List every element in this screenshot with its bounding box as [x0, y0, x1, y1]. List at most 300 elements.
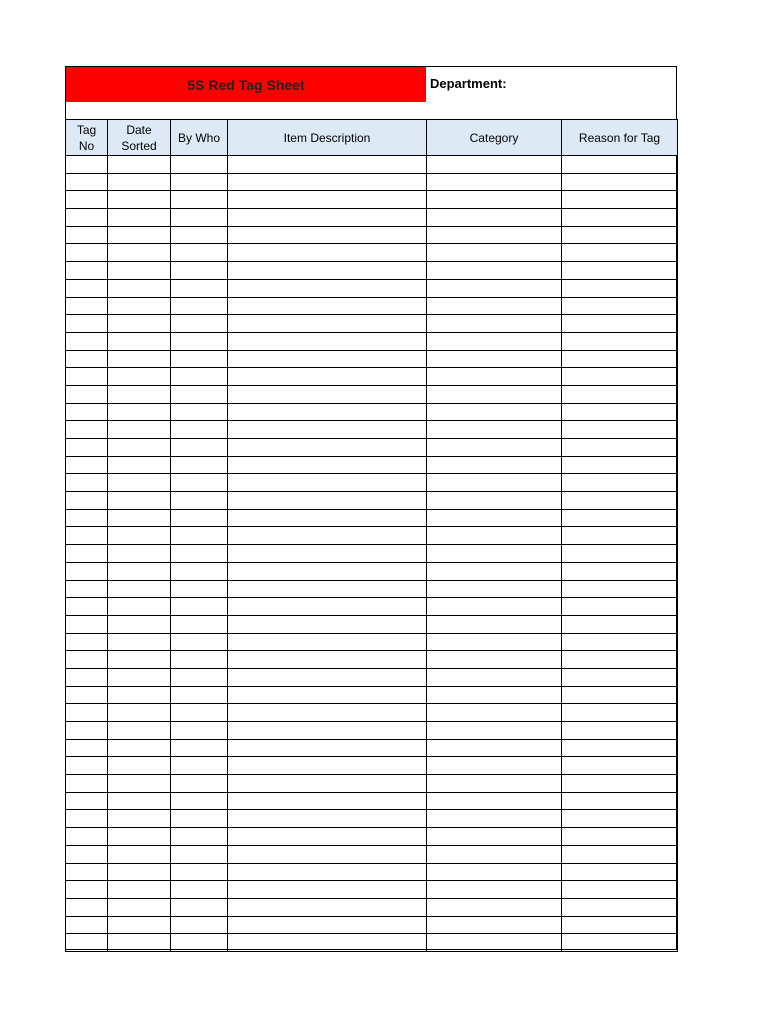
- cell-item-description[interactable]: [228, 350, 427, 368]
- cell-item-description[interactable]: [228, 898, 427, 916]
- cell-reason-for-tag[interactable]: [562, 332, 678, 350]
- cell-item-description[interactable]: [228, 385, 427, 403]
- cell-by-who[interactable]: [171, 403, 228, 421]
- cell-by-who[interactable]: [171, 315, 228, 333]
- cell-category[interactable]: [427, 191, 562, 209]
- cell-item-description[interactable]: [228, 810, 427, 828]
- cell-by-who[interactable]: [171, 881, 228, 899]
- cell-date-sorted[interactable]: [108, 492, 171, 510]
- cell-item-description[interactable]: [228, 262, 427, 280]
- cell-item-description[interactable]: [228, 668, 427, 686]
- header-date-sorted: Date Sorted: [108, 120, 171, 156]
- cell-date-sorted[interactable]: [108, 898, 171, 916]
- cell-date-sorted[interactable]: [108, 562, 171, 580]
- cell-reason-for-tag[interactable]: [562, 279, 678, 297]
- cell-item-description[interactable]: [228, 474, 427, 492]
- cell-date-sorted[interactable]: [108, 173, 171, 191]
- cell-by-who[interactable]: [171, 279, 228, 297]
- cell-reason-for-tag[interactable]: [562, 297, 678, 315]
- cell-reason-for-tag[interactable]: [562, 881, 678, 899]
- cell-reason-for-tag[interactable]: [562, 704, 678, 722]
- cell-item-description[interactable]: [228, 704, 427, 722]
- cell-tag-no[interactable]: [66, 845, 108, 863]
- cell-date-sorted[interactable]: [108, 421, 171, 439]
- red-tag-sheet: [65, 66, 677, 950]
- cell-category[interactable]: [427, 580, 562, 598]
- cell-date-sorted[interactable]: [108, 226, 171, 244]
- cell-reason-for-tag[interactable]: [562, 792, 678, 810]
- cell-by-who[interactable]: [171, 863, 228, 881]
- cell-category[interactable]: [427, 934, 562, 952]
- table-row: [66, 350, 678, 368]
- cell-tag-no[interactable]: [66, 226, 108, 244]
- cell-category[interactable]: [427, 439, 562, 457]
- cell-item-description[interactable]: [228, 297, 427, 315]
- cell-tag-no[interactable]: [66, 580, 108, 598]
- cell-by-who[interactable]: [171, 509, 228, 527]
- cell-category[interactable]: [427, 651, 562, 669]
- cell-reason-for-tag[interactable]: [562, 421, 678, 439]
- cell-by-who[interactable]: [171, 545, 228, 563]
- cell-item-description[interactable]: [228, 633, 427, 651]
- cell-date-sorted[interactable]: [108, 828, 171, 846]
- cell-category[interactable]: [427, 916, 562, 934]
- cell-by-who[interactable]: [171, 615, 228, 633]
- cell-reason-for-tag[interactable]: [562, 315, 678, 333]
- cell-category[interactable]: [427, 863, 562, 881]
- cell-item-description[interactable]: [228, 156, 427, 174]
- cell-date-sorted[interactable]: [108, 279, 171, 297]
- cell-category[interactable]: [427, 173, 562, 191]
- cell-by-who[interactable]: [171, 368, 228, 386]
- cell-item-description[interactable]: [228, 527, 427, 545]
- cell-category[interactable]: [427, 686, 562, 704]
- cell-date-sorted[interactable]: [108, 704, 171, 722]
- table-row: [66, 439, 678, 457]
- cell-item-description[interactable]: [228, 739, 427, 757]
- cell-tag-no[interactable]: [66, 492, 108, 510]
- cell-date-sorted[interactable]: [108, 368, 171, 386]
- cell-item-description[interactable]: [228, 209, 427, 227]
- cell-category[interactable]: [427, 739, 562, 757]
- cell-reason-for-tag[interactable]: [562, 156, 678, 174]
- cell-date-sorted[interactable]: [108, 439, 171, 457]
- cell-category[interactable]: [427, 562, 562, 580]
- table-row: [66, 262, 678, 280]
- table-row: [66, 651, 678, 669]
- cell-date-sorted[interactable]: [108, 934, 171, 952]
- cell-category[interactable]: [427, 509, 562, 527]
- cell-category[interactable]: [427, 385, 562, 403]
- table-body: [66, 156, 678, 952]
- cell-tag-no[interactable]: [66, 332, 108, 350]
- cell-tag-no[interactable]: [66, 474, 108, 492]
- cell-tag-no[interactable]: [66, 863, 108, 881]
- cell-date-sorted[interactable]: [108, 262, 171, 280]
- table-row: [66, 527, 678, 545]
- cell-date-sorted[interactable]: [108, 633, 171, 651]
- cell-reason-for-tag[interactable]: [562, 580, 678, 598]
- cell-date-sorted[interactable]: [108, 881, 171, 899]
- cell-by-who[interactable]: [171, 775, 228, 793]
- cell-tag-no[interactable]: [66, 881, 108, 899]
- cell-date-sorted[interactable]: [108, 845, 171, 863]
- cell-reason-for-tag[interactable]: [562, 722, 678, 740]
- cell-item-description[interactable]: [228, 615, 427, 633]
- cell-category[interactable]: [427, 421, 562, 439]
- cell-date-sorted[interactable]: [108, 350, 171, 368]
- cell-by-who[interactable]: [171, 350, 228, 368]
- cell-tag-no[interactable]: [66, 173, 108, 191]
- cell-reason-for-tag[interactable]: [562, 810, 678, 828]
- cell-item-description[interactable]: [228, 279, 427, 297]
- cell-item-description[interactable]: [228, 722, 427, 740]
- cell-reason-for-tag[interactable]: [562, 439, 678, 457]
- cell-tag-no[interactable]: [66, 191, 108, 209]
- cell-reason-for-tag[interactable]: [562, 368, 678, 386]
- cell-item-description[interactable]: [228, 191, 427, 209]
- cell-category[interactable]: [427, 845, 562, 863]
- cell-date-sorted[interactable]: [108, 580, 171, 598]
- cell-by-who[interactable]: [171, 209, 228, 227]
- cell-item-description[interactable]: [228, 332, 427, 350]
- cell-tag-no[interactable]: [66, 156, 108, 174]
- table-row: [66, 739, 678, 757]
- cell-by-who[interactable]: [171, 456, 228, 474]
- cell-tag-no[interactable]: [66, 757, 108, 775]
- cell-by-who[interactable]: [171, 527, 228, 545]
- table-row: [66, 545, 678, 563]
- cell-tag-no[interactable]: [66, 704, 108, 722]
- cell-reason-for-tag[interactable]: [562, 598, 678, 616]
- cell-category[interactable]: [427, 456, 562, 474]
- cell-category[interactable]: [427, 262, 562, 280]
- cell-category[interactable]: [427, 633, 562, 651]
- cell-tag-no[interactable]: [66, 456, 108, 474]
- cell-category[interactable]: [427, 368, 562, 386]
- cell-date-sorted[interactable]: [108, 297, 171, 315]
- cell-reason-for-tag[interactable]: [562, 934, 678, 952]
- cell-tag-no[interactable]: [66, 562, 108, 580]
- table-row: [66, 792, 678, 810]
- cell-item-description[interactable]: [228, 916, 427, 934]
- cell-reason-for-tag[interactable]: [562, 845, 678, 863]
- cell-item-description[interactable]: [228, 881, 427, 899]
- cell-by-who[interactable]: [171, 156, 228, 174]
- cell-category[interactable]: [427, 668, 562, 686]
- sheet-title: 5S Red Tag Sheet: [66, 67, 426, 102]
- cell-by-who[interactable]: [171, 580, 228, 598]
- cell-item-description[interactable]: [228, 562, 427, 580]
- cell-item-description[interactable]: [228, 580, 427, 598]
- cell-item-description[interactable]: [228, 509, 427, 527]
- cell-by-who[interactable]: [171, 810, 228, 828]
- cell-date-sorted[interactable]: [108, 757, 171, 775]
- cell-tag-no[interactable]: [66, 279, 108, 297]
- cell-reason-for-tag[interactable]: [562, 633, 678, 651]
- cell-reason-for-tag[interactable]: [562, 739, 678, 757]
- cell-reason-for-tag[interactable]: [562, 916, 678, 934]
- cell-date-sorted[interactable]: [108, 739, 171, 757]
- cell-date-sorted[interactable]: [108, 385, 171, 403]
- cell-item-description[interactable]: [228, 651, 427, 669]
- cell-category[interactable]: [427, 209, 562, 227]
- cell-item-description[interactable]: [228, 934, 427, 952]
- cell-item-description[interactable]: [228, 173, 427, 191]
- cell-reason-for-tag[interactable]: [562, 615, 678, 633]
- cell-category[interactable]: [427, 156, 562, 174]
- cell-by-who[interactable]: [171, 492, 228, 510]
- cell-by-who[interactable]: [171, 633, 228, 651]
- cell-reason-for-tag[interactable]: [562, 226, 678, 244]
- cell-date-sorted[interactable]: [108, 668, 171, 686]
- cell-reason-for-tag[interactable]: [562, 545, 678, 563]
- cell-tag-no[interactable]: [66, 934, 108, 952]
- table-row: [66, 881, 678, 899]
- cell-category[interactable]: [427, 881, 562, 899]
- cell-category[interactable]: [427, 828, 562, 846]
- cell-date-sorted[interactable]: [108, 209, 171, 227]
- cell-tag-no[interactable]: [66, 792, 108, 810]
- cell-category[interactable]: [427, 545, 562, 563]
- cell-date-sorted[interactable]: [108, 403, 171, 421]
- cell-reason-for-tag[interactable]: [562, 527, 678, 545]
- cell-item-description[interactable]: [228, 421, 427, 439]
- cell-category[interactable]: [427, 810, 562, 828]
- cell-item-description[interactable]: [228, 439, 427, 457]
- cell-by-who[interactable]: [171, 757, 228, 775]
- cell-category[interactable]: [427, 315, 562, 333]
- cell-by-who[interactable]: [171, 191, 228, 209]
- cell-reason-for-tag[interactable]: [562, 209, 678, 227]
- cell-category[interactable]: [427, 332, 562, 350]
- cell-tag-no[interactable]: [66, 244, 108, 262]
- cell-item-description[interactable]: [228, 828, 427, 846]
- table-row: [66, 916, 678, 934]
- table-row: [66, 279, 678, 297]
- cell-reason-for-tag[interactable]: [562, 686, 678, 704]
- cell-by-who[interactable]: [171, 173, 228, 191]
- cell-tag-no[interactable]: [66, 545, 108, 563]
- cell-tag-no[interactable]: [66, 297, 108, 315]
- cell-tag-no[interactable]: [66, 810, 108, 828]
- cell-tag-no[interactable]: [66, 775, 108, 793]
- cell-item-description[interactable]: [228, 456, 427, 474]
- cell-reason-for-tag[interactable]: [562, 509, 678, 527]
- cell-tag-no[interactable]: [66, 668, 108, 686]
- cell-category[interactable]: [427, 722, 562, 740]
- cell-category[interactable]: [427, 226, 562, 244]
- cell-by-who[interactable]: [171, 898, 228, 916]
- cell-date-sorted[interactable]: [108, 527, 171, 545]
- cell-by-who[interactable]: [171, 332, 228, 350]
- cell-by-who[interactable]: [171, 828, 228, 846]
- cell-reason-for-tag[interactable]: [562, 350, 678, 368]
- table-row: [66, 421, 678, 439]
- cell-tag-no[interactable]: [66, 368, 108, 386]
- cell-tag-no[interactable]: [66, 615, 108, 633]
- cell-by-who[interactable]: [171, 439, 228, 457]
- cell-reason-for-tag[interactable]: [562, 191, 678, 209]
- cell-by-who[interactable]: [171, 722, 228, 740]
- cell-tag-no[interactable]: [66, 439, 108, 457]
- cell-item-description[interactable]: [228, 545, 427, 563]
- cell-category[interactable]: [427, 598, 562, 616]
- cell-tag-no[interactable]: [66, 633, 108, 651]
- cell-item-description[interactable]: [228, 226, 427, 244]
- table-row: [66, 191, 678, 209]
- cell-tag-no[interactable]: [66, 403, 108, 421]
- cell-item-description[interactable]: [228, 775, 427, 793]
- cell-item-description[interactable]: [228, 845, 427, 863]
- cell-date-sorted[interactable]: [108, 792, 171, 810]
- header-row: [66, 120, 678, 156]
- cell-by-who[interactable]: [171, 262, 228, 280]
- cell-date-sorted[interactable]: [108, 686, 171, 704]
- cell-reason-for-tag[interactable]: [562, 244, 678, 262]
- cell-category[interactable]: [427, 297, 562, 315]
- cell-by-who[interactable]: [171, 916, 228, 934]
- cell-date-sorted[interactable]: [108, 474, 171, 492]
- cell-item-description[interactable]: [228, 244, 427, 262]
- cell-date-sorted[interactable]: [108, 332, 171, 350]
- cell-tag-no[interactable]: [66, 916, 108, 934]
- cell-tag-no[interactable]: [66, 527, 108, 545]
- cell-item-description[interactable]: [228, 315, 427, 333]
- cell-category[interactable]: [427, 898, 562, 916]
- cell-item-description[interactable]: [228, 368, 427, 386]
- cell-by-who[interactable]: [171, 934, 228, 952]
- table-row: [66, 456, 678, 474]
- cell-reason-for-tag[interactable]: [562, 828, 678, 846]
- cell-date-sorted[interactable]: [108, 615, 171, 633]
- cell-date-sorted[interactable]: [108, 456, 171, 474]
- cell-reason-for-tag[interactable]: [562, 492, 678, 510]
- table-row: [66, 810, 678, 828]
- table-row: [66, 775, 678, 793]
- cell-tag-no[interactable]: [66, 350, 108, 368]
- table-row: [66, 474, 678, 492]
- cell-item-description[interactable]: [228, 598, 427, 616]
- cell-by-who[interactable]: [171, 598, 228, 616]
- table-row: [66, 173, 678, 191]
- cell-item-description[interactable]: [228, 757, 427, 775]
- cell-by-who[interactable]: [171, 651, 228, 669]
- cell-category[interactable]: [427, 704, 562, 722]
- cell-category[interactable]: [427, 244, 562, 262]
- cell-category[interactable]: [427, 527, 562, 545]
- table-row: [66, 403, 678, 421]
- cell-by-who[interactable]: [171, 686, 228, 704]
- cell-date-sorted[interactable]: [108, 509, 171, 527]
- table-row: [66, 668, 678, 686]
- cell-tag-no[interactable]: [66, 385, 108, 403]
- cell-reason-for-tag[interactable]: [562, 863, 678, 881]
- cell-by-who[interactable]: [171, 845, 228, 863]
- header-by-who: By Who: [171, 120, 228, 156]
- cell-date-sorted[interactable]: [108, 775, 171, 793]
- cell-by-who[interactable]: [171, 739, 228, 757]
- cell-tag-no[interactable]: [66, 651, 108, 669]
- cell-item-description[interactable]: [228, 403, 427, 421]
- cell-tag-no[interactable]: [66, 828, 108, 846]
- cell-date-sorted[interactable]: [108, 244, 171, 262]
- cell-date-sorted[interactable]: [108, 863, 171, 881]
- cell-tag-no[interactable]: [66, 898, 108, 916]
- cell-date-sorted[interactable]: [108, 651, 171, 669]
- cell-by-who[interactable]: [171, 562, 228, 580]
- cell-tag-no[interactable]: [66, 509, 108, 527]
- cell-tag-no[interactable]: [66, 209, 108, 227]
- cell-by-who[interactable]: [171, 421, 228, 439]
- cell-tag-no[interactable]: [66, 315, 108, 333]
- cell-reason-for-tag[interactable]: [562, 651, 678, 669]
- cell-date-sorted[interactable]: [108, 191, 171, 209]
- cell-reason-for-tag[interactable]: [562, 562, 678, 580]
- cell-item-description[interactable]: [228, 792, 427, 810]
- cell-tag-no[interactable]: [66, 722, 108, 740]
- cell-item-description[interactable]: [228, 492, 427, 510]
- cell-by-who[interactable]: [171, 226, 228, 244]
- cell-by-who[interactable]: [171, 474, 228, 492]
- cell-category[interactable]: [427, 792, 562, 810]
- cell-by-who[interactable]: [171, 244, 228, 262]
- cell-category[interactable]: [427, 615, 562, 633]
- cell-reason-for-tag[interactable]: [562, 775, 678, 793]
- cell-date-sorted[interactable]: [108, 722, 171, 740]
- cell-tag-no[interactable]: [66, 262, 108, 280]
- cell-category[interactable]: [427, 757, 562, 775]
- cell-date-sorted[interactable]: [108, 810, 171, 828]
- cell-by-who[interactable]: [171, 668, 228, 686]
- cell-reason-for-tag[interactable]: [562, 456, 678, 474]
- department-label: Department:: [430, 76, 507, 91]
- cell-category[interactable]: [427, 350, 562, 368]
- cell-by-who[interactable]: [171, 297, 228, 315]
- table-row: [66, 934, 678, 952]
- cell-reason-for-tag[interactable]: [562, 668, 678, 686]
- cell-reason-for-tag[interactable]: [562, 757, 678, 775]
- cell-reason-for-tag[interactable]: [562, 403, 678, 421]
- cell-date-sorted[interactable]: [108, 156, 171, 174]
- cell-category[interactable]: [427, 279, 562, 297]
- cell-item-description[interactable]: [228, 686, 427, 704]
- cell-item-description[interactable]: [228, 863, 427, 881]
- cell-reason-for-tag[interactable]: [562, 898, 678, 916]
- cell-category[interactable]: [427, 775, 562, 793]
- cell-category[interactable]: [427, 492, 562, 510]
- cell-tag-no[interactable]: [66, 739, 108, 757]
- cell-category[interactable]: [427, 403, 562, 421]
- cell-date-sorted[interactable]: [108, 315, 171, 333]
- cell-reason-for-tag[interactable]: [562, 385, 678, 403]
- cell-category[interactable]: [427, 474, 562, 492]
- cell-date-sorted[interactable]: [108, 545, 171, 563]
- cell-reason-for-tag[interactable]: [562, 474, 678, 492]
- cell-by-who[interactable]: [171, 704, 228, 722]
- cell-tag-no[interactable]: [66, 686, 108, 704]
- cell-by-who[interactable]: [171, 792, 228, 810]
- header-item-description: Item Description: [228, 120, 427, 156]
- cell-date-sorted[interactable]: [108, 598, 171, 616]
- cell-date-sorted[interactable]: [108, 916, 171, 934]
- cell-reason-for-tag[interactable]: [562, 262, 678, 280]
- cell-tag-no[interactable]: [66, 421, 108, 439]
- cell-by-who[interactable]: [171, 385, 228, 403]
- cell-reason-for-tag[interactable]: [562, 173, 678, 191]
- table-row: [66, 156, 678, 174]
- cell-tag-no[interactable]: [66, 598, 108, 616]
